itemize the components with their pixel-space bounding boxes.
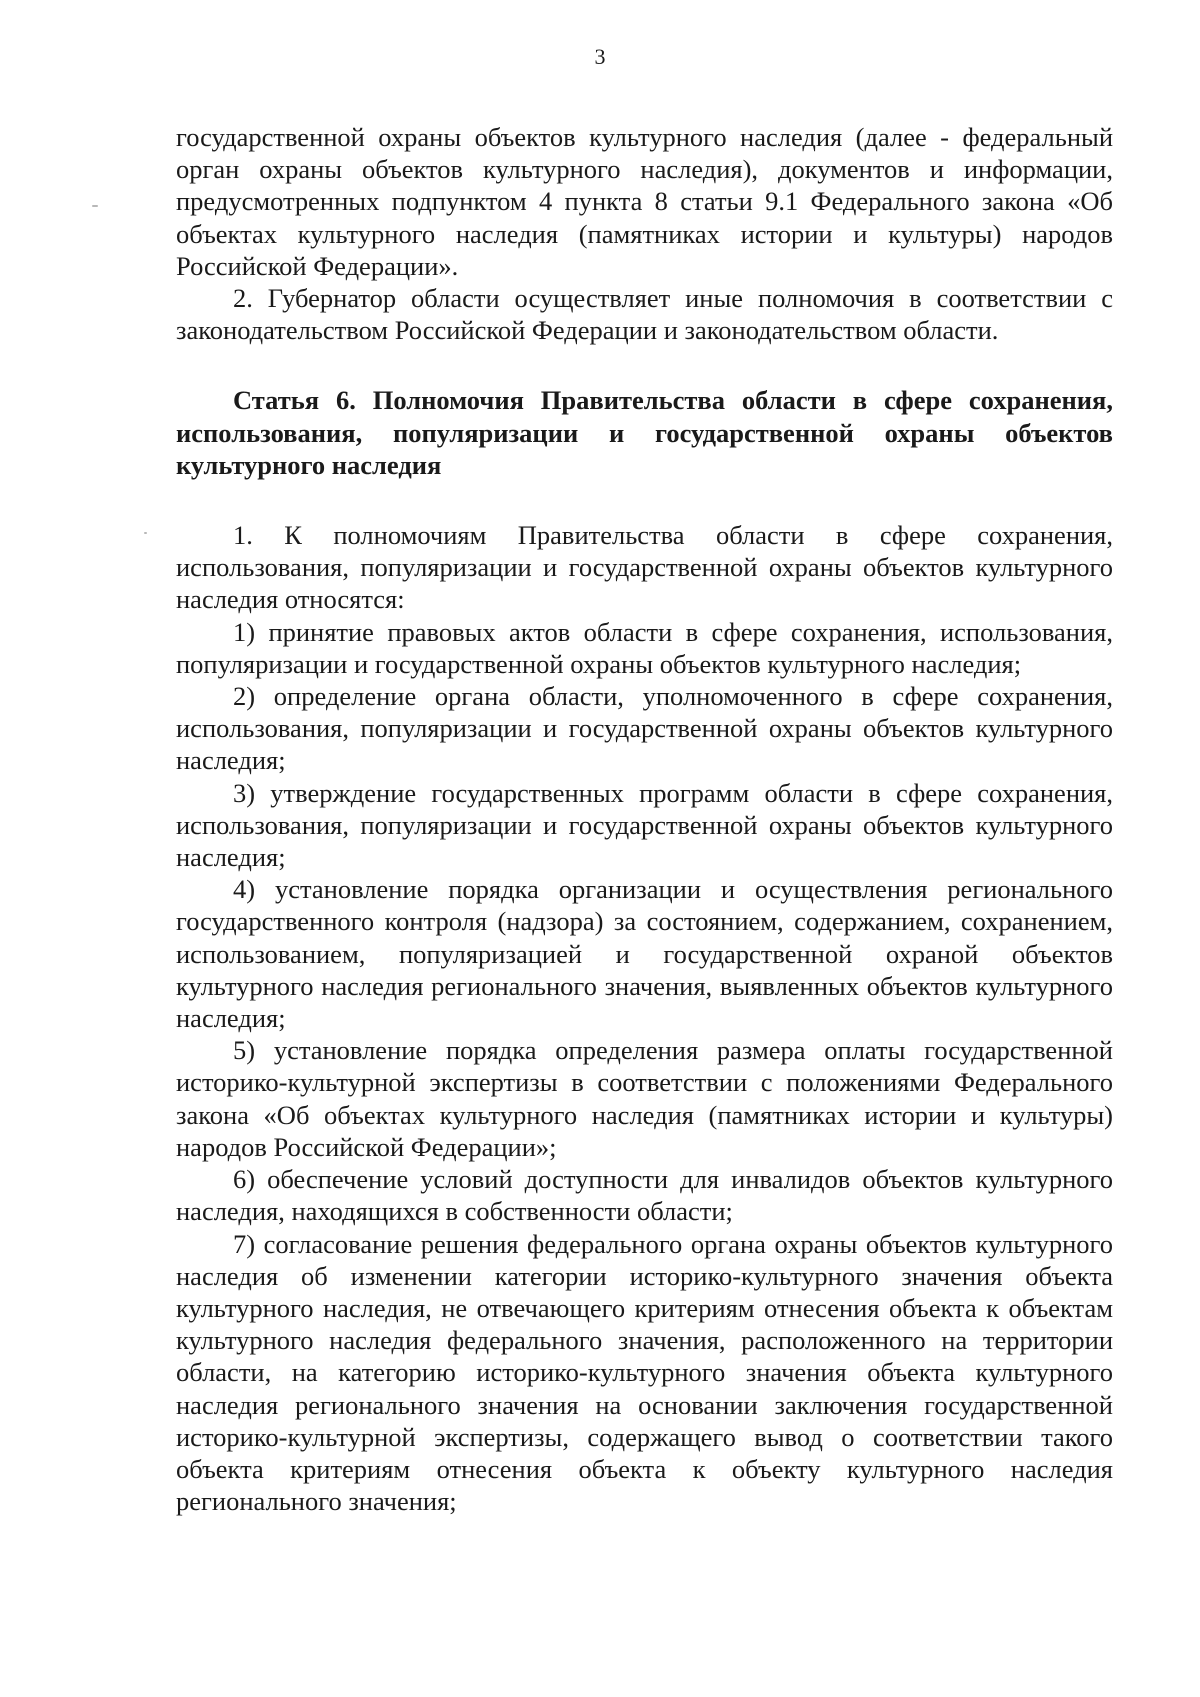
- list-item: 1) принятие правовых актов области в сфере сохранения, использования, популяризации и государственной охраны объектов культурного наследия;: [176, 616, 1113, 679]
- document-body: [176, 121, 1113, 1517]
- article-6-title: Статья 6. Полномочия Правительства области в сфере сохранения, использования, популяризации и государственной охраны объектов культурного наследия: [176, 385, 1113, 480]
- scan-artifact-mark: [144, 532, 147, 534]
- article-6-intro: 1. К полномочиям Правительства области в сфере сохранения, использования, популяризации и государственной охраны объектов культурного наследия относятся:: [176, 520, 1113, 615]
- list-item: 5) установление порядка определения размера оплаты государственной историко-культурной экспертизы в соответствии с положениями Федерального закона «Об объектах культурного наследия (памятниках истории и культуры) народов Российской Федерации»;: [176, 1035, 1113, 1162]
- paragraph-continuation: государственной охраны объектов культурного наследия (далее - федеральный орган охраны объектов культурного наследия), документов и информации, предусмотренных подпунктом 4 пункта 8 статьи 9.1 Федерального закона «Об объектах культурного наследия (памятниках истории и культуры) народов Российской Федерации».: [176, 122, 1113, 281]
- list-item: 6) обеспечение условий доступности для инвалидов объектов культурного наследия, находящихся в собственности области;: [176, 1164, 1113, 1227]
- scan-artifact-mark: [92, 205, 98, 207]
- page-number: 3: [594, 44, 606, 69]
- list-item: 2) определение органа области, уполномоченного в сфере сохранения, использования, популяризации и государственной охраны объектов культурного наследия;: [176, 681, 1113, 776]
- list-item: 3) утверждение государственных программ области в сфере сохранения, использования, популяризации и государственной охраны объектов культурного наследия;: [176, 777, 1113, 873]
- paragraph-item-2: 2. Губернатор области осуществляет иные полномочия в соответствии с законодательством Российской Федерации и законодательством области.: [176, 283, 1113, 346]
- list-item: 4) установление порядка организации и осуществления регионального государственного контроля (надзора) за состоянием, содержанием, сохранением, использованием, популяризацией и государственной охраной объектов культурного наследия регионального значения, выявленных объектов культурного наследия;: [176, 874, 1113, 1034]
- list-item: 7) согласование решения федерального органа охраны объектов культурного наследия об изменении категории историко-культурного значения объекта культурного наследия, не отвечающего критериям отнесения объекта к объектам культурного наследия федерального значения, расположенного на территории области, на категорию историко-культурного значения объекта культурного наследия регионального значения на основании заключения государственной историко-культурной экспертизы, содержащего вывод о соответствии такого объекта критериям отнесения объекта к объекту культурного наследия регионального значения;: [176, 1228, 1113, 1517]
